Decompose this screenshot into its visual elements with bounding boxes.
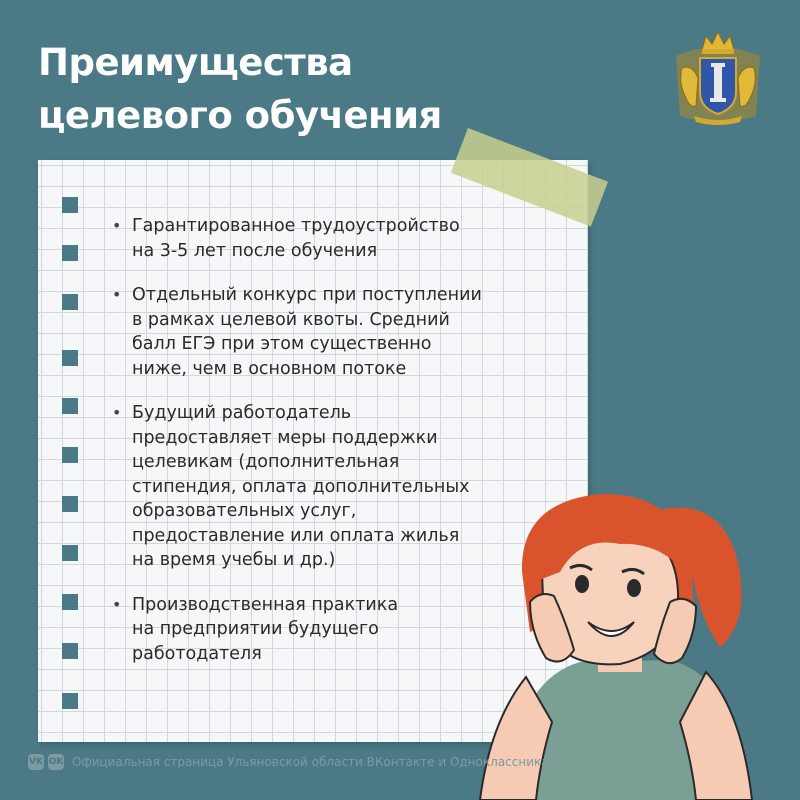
binding-hole xyxy=(62,447,78,463)
vk-icon[interactable]: VK xyxy=(28,754,44,770)
binding-hole xyxy=(62,693,78,709)
binding-hole xyxy=(62,350,78,366)
advantage-line: Будущий работодатель xyxy=(132,403,352,423)
advantage-line: предоставление или оплата жилья xyxy=(132,525,460,546)
advantage-item xyxy=(112,401,532,573)
binding-hole xyxy=(62,545,78,561)
coat-of-arms-icon xyxy=(668,28,768,128)
binding-hole xyxy=(62,245,78,261)
binding-hole xyxy=(62,398,78,414)
advantage-line: в рамках целевой квоты. Средний xyxy=(132,309,450,330)
binding-hole xyxy=(62,594,78,610)
advantage-line: на 3-5 лет после обучения xyxy=(132,240,378,261)
bullet: • xyxy=(112,594,122,614)
binding-hole xyxy=(62,197,78,213)
page-title xyxy=(38,36,442,142)
advantage-line: образовательных услуг, xyxy=(132,501,357,521)
girl-illustration xyxy=(470,472,800,800)
advantage-line: целевикам (дополнительная xyxy=(132,452,400,472)
binding-hole xyxy=(62,294,78,310)
binding-hole xyxy=(62,496,78,512)
advantage-line: предоставляет меры поддержки xyxy=(132,427,438,448)
advantage-line: Гарантированное трудоустройство xyxy=(132,216,460,236)
advantage-item xyxy=(112,214,532,263)
advantage-line: работодателя xyxy=(132,643,262,664)
advantage-item xyxy=(112,283,532,381)
advantage-line: Отдельный конкурс при поступлении xyxy=(132,285,482,305)
advantage-line: на предприятии будущего xyxy=(132,619,379,639)
bullet: • xyxy=(112,403,122,422)
binding-hole xyxy=(62,643,78,659)
footer xyxy=(28,752,556,772)
footer-text: Официальная страница Ульяновской области ВКонтакте и Одноклассниках xyxy=(72,755,556,769)
title-line-2: целевого обучения xyxy=(38,94,442,137)
bullet: • xyxy=(112,216,122,235)
bullet: • xyxy=(112,285,122,304)
advantage-line: Производственная практика xyxy=(132,594,399,615)
advantage-line: стипендия, оплата дополнительных xyxy=(132,476,470,497)
advantage-line: на время учебы и др.) xyxy=(132,550,336,570)
advantage-line: ниже, чем в основном потоке xyxy=(132,358,407,379)
advantage-item xyxy=(112,593,532,667)
advantage-line: балл ЕГЭ при этом существенно xyxy=(132,334,432,354)
advantages-list xyxy=(112,214,532,686)
odnoklassniki-icon[interactable]: OK xyxy=(48,754,64,770)
title-line-1: Преимущества xyxy=(38,41,353,84)
